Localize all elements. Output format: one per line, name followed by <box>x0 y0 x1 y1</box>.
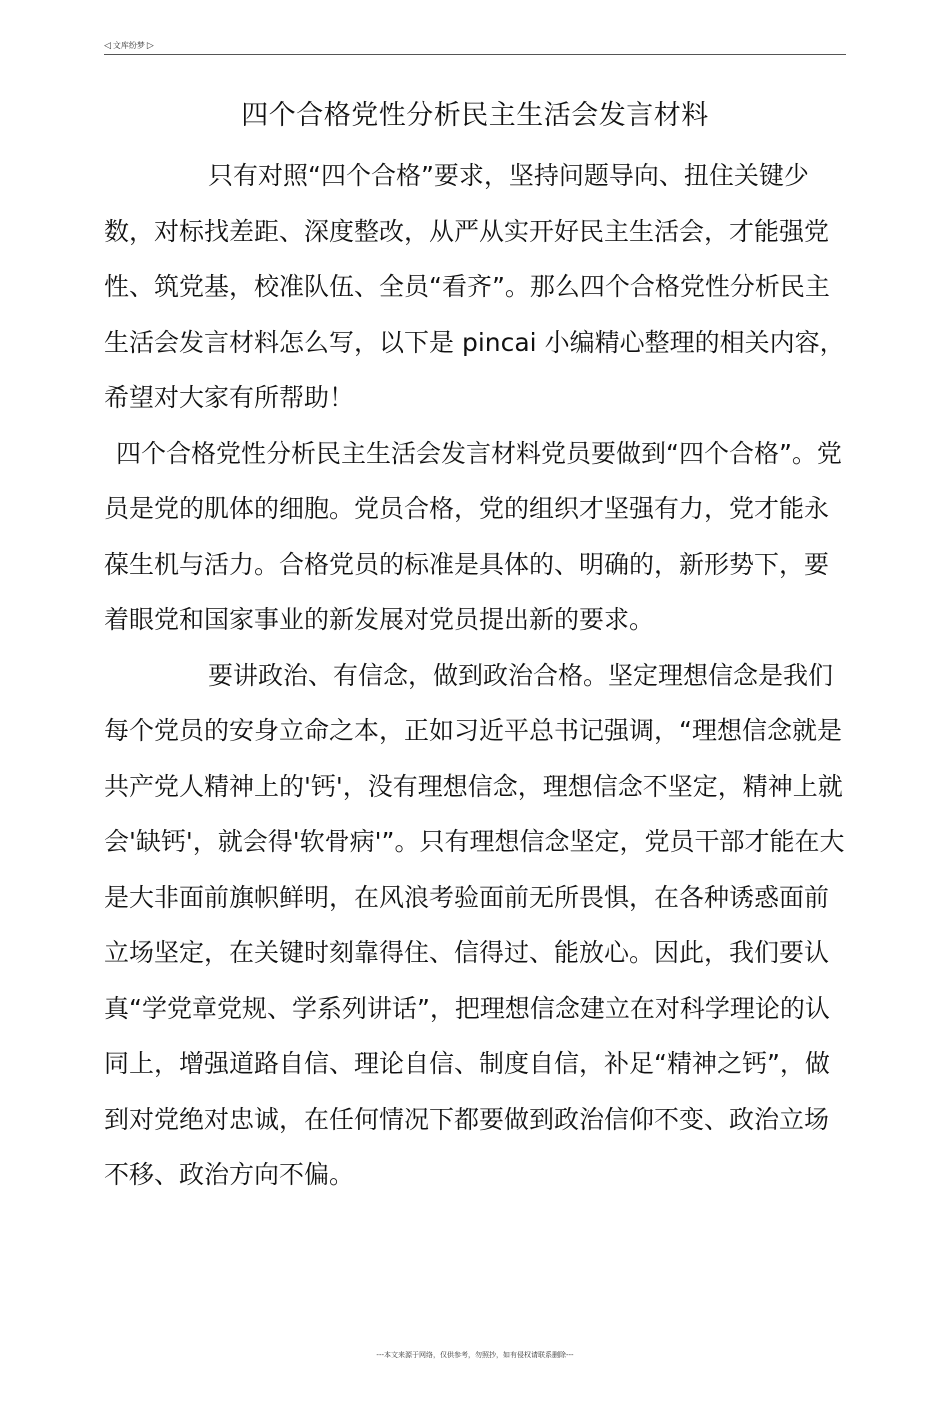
document-body <box>104 148 848 1203</box>
paragraph-political: 要讲政治、有信念，做到政治合格。坚定理想信念是我们每个党员的安身立命之本，正如习近平总书记强调，“理想信念就是共产党人精神上的'钙'，没有理想信念，理想信念不坚定，精神上就会'缺钙'，就会得'软骨病'”。只有理想信念坚定，党员干部才能在大是大非面前旗帜鲜明，在风浪考验面前无所畏惧，在各种诱惑面前立场坚定，在关键时刻靠得住、信得过、能放心。因此，我们要认真“学党章党规、学系列讲话”，把理想信念建立在对科学理论的认同上，增强道路自信、理论自信、制度自信，补足“精神之钙”，做到对党绝对忠诚，在任何情况下都要做到政治信仰不变、政治立场不移、政治方向不偏。 <box>104 660 845 1189</box>
paragraph-intro: 只有对照“四个合格”要求，坚持问题导向、扭住关键少数，对标找差距、深度整改，从严从实开好民主生活会，才能强党性、筑党基，校准队伍、全员“看齐”。那么四个合格党性分析民主生活会发言材料怎么写，以下是 pincai 小编精心整理的相关内容，希望对大家有所帮助！ <box>104 161 845 412</box>
document-title: 四个合格党性分析民主生活会发言材料 <box>241 100 709 131</box>
page-header <box>104 38 846 55</box>
right-triangle-icon: ▷ <box>146 41 154 51</box>
paragraph-party-member: 四个合格党性分析民主生活会发言材料党员要做到“四个合格”。党员是党的肌体的细胞。党员合格，党的组织才坚强有力，党才能永葆生机与活力。合格党员的标准是具体的、明确的，新形势下，要着眼党和国家事业的新发展对党员提出新的要求。 <box>104 438 842 634</box>
left-triangle-icon: ◁ <box>104 41 111 51</box>
header-text: 文库纷梦 <box>112 41 145 50</box>
page-footer: ---本文来源于网络，仅供参考，勿照抄，如有侵权请联系删除--- <box>376 1351 574 1359</box>
